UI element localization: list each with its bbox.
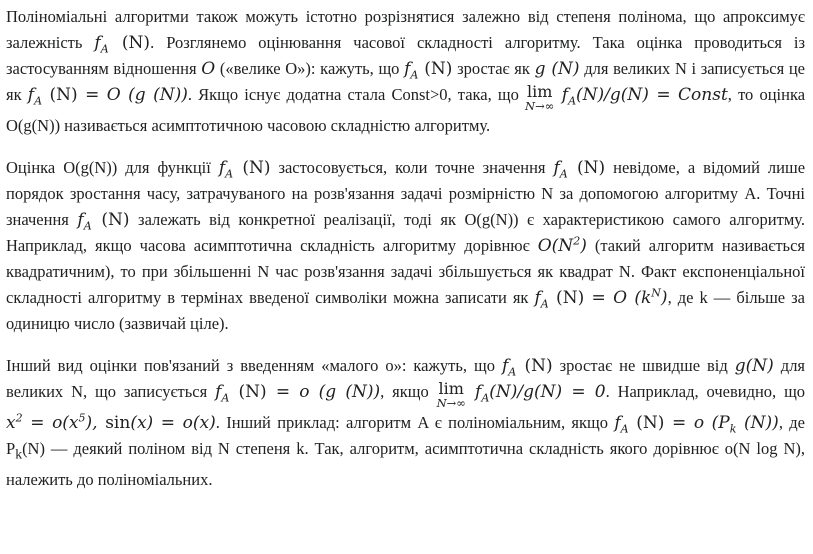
math-limit-const: lim N→∞ $f_A(N)/g(N)$ = Const [525, 82, 728, 113]
math-polynomial: $f_A$ (N) = o ($P_k$ (N)) [614, 413, 779, 436]
math-fa-n: $f_A$ (N) [404, 59, 453, 82]
math-fa-n: $f_A$ (N) [218, 158, 271, 181]
math-limit-zero: lim N→∞ $f_A(N)/g(N) = 0$ [436, 379, 606, 410]
math-fa-n: $f_A$ (N) [77, 210, 130, 233]
paragraph-big-o: Поліноміальні алгоритми також можуть істотно розрізнятися залежно від степеня полінома, що апроксимує залежність $f_A$ (N). Розглянемо оцінювання часової складності алгоритму. Така оцінка проводиться із застосуванням відношення O («велике O»): кажуть, що $f_A$ (N) зростає як g (N) для великих N і записується це як $f_A$ (N) = O (g (N)). Якщо існує додатна стала Const>0, така, що lim N→∞ $f_A(N)/g(N)$ = Const, то оцінка O(g(N)) називається асимптотичною часовою складністю алгоритму. [6, 7, 806, 135]
math-fa-eq-little-o: $f_A$ (N) = o (g (N)) [215, 382, 381, 405]
math-o-n-squared: $O(N^2)$ [537, 234, 587, 256]
paragraph-usage: Оцінка O(g(N)) для функції $f_A$ (N) застосовується, коли точне значення $f_A$ (N) невідоме, а відомий лише порядок зростання часу, затрачуваного на розв'язання задачі розмірністю N за допомогою алгоритму A. Точні значення $f_A$ (N) залежать від конкретної реалізації, тоді як O(g(N)) є характеристикою самого алгоритму. Наприклад, якщо часова асимптотична складність алгоритму дорівнює $O(N^2)$ (такий алгоритм називається квадратичним), то при збільшенні N час розв'язання задачі збільшується як квадрат N. Факт експоненціальної складності алгоритму в термінах введеної символіки можна записати як $f_A$ (N) = O $(k^N)$, де k — більше за одиницю число (зазвичай ціле). [6, 158, 806, 333]
paragraph-little-o: Інший вид оцінки пов'язаний з введенням «малого о»: кажуть, що $f_A$ (N) зростає не швидше від g(N) для великих N, що записується $f_A$ (N) = o (g (N)), якщо lim N→∞ $f_A(N)/g(N) = 0$. Наприклад, очевидно, що $x^2 = o(x^5)$, sin(x) = o(x). Інший приклад: алгоритм A є поліноміальним, якщо $f_A$ (N) = o ($P_k$ (N)), де $P_k(N)$ — деякий поліном від N степеня k. Так, алгоритм, асимптотична складність якого дорівнює o(N log N), належить до поліноміальних. [6, 356, 806, 490]
math-big-o: O [201, 59, 216, 79]
math-fa-n: $f_A$ (N) [501, 356, 553, 379]
math-exponential: $f_A$ (N) = O $(k^N)$ [534, 286, 668, 311]
math-fa-n: $f_A$ (N) [553, 158, 606, 181]
math-fa-eq-big-o: $f_A$ (N) = O (g (N)) [27, 85, 188, 108]
math-fa-n: $f_A$ (N) [94, 33, 151, 56]
math-g-n: g (N) [534, 59, 580, 79]
math-g-n: g(N) [734, 356, 774, 376]
math-example-x2-sin: $x^2 = o(x^5)$, sin(x) = o(x) [6, 411, 216, 433]
